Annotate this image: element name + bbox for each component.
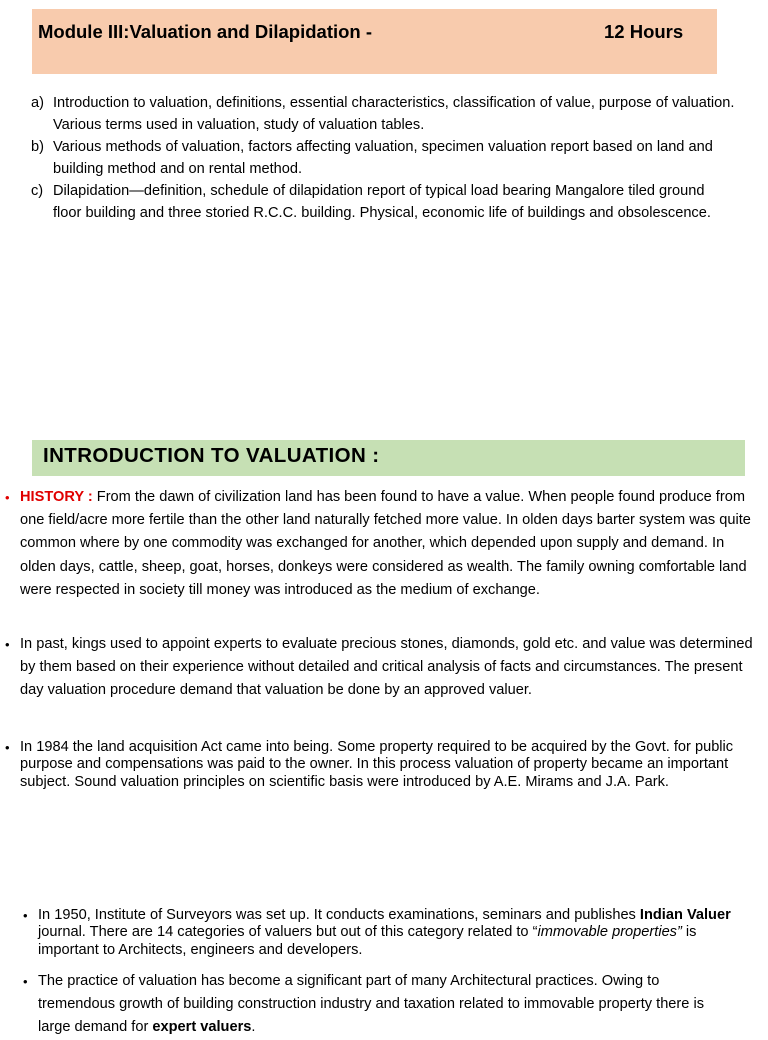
syllabus-item-a [31,92,736,136]
history-label: HISTORY : [20,489,93,505]
intro-heading-banner [32,440,745,476]
act-1984-bullet [0,739,760,791]
bullet-dot: • [23,974,28,989]
bullet-dot: • [5,490,10,505]
intro-heading: INTRODUCTION TO VALUATION : [43,444,380,467]
bullet-text [38,907,738,959]
syllabus-item-text: Dilapidation—definition, schedule of dilapidation report of typical load bearing Mangalore tiled ground floor building and three storied R.C.C. building. Physical, economic life of buildings and obsolescence. [53,183,711,221]
syllabus-list [31,92,736,224]
immovable-properties: immovable properties” [537,924,682,941]
bullet-text [20,486,760,602]
bullet-text: In 1984 the land acquisition Act came into being. Some property required to be acquired by the Govt. for public purpose and compensations was paid to the owner. In this process valuation of property became an important subject. Sound valuation principles on scientific basis were introduced by A.E. Mirams and J.A. Park. [20,739,734,790]
module-hours: 12 Hours [604,21,684,42]
indian-valuer-journal: Indian Valuer [639,907,731,923]
list-marker: a) [31,95,44,111]
open-quote: “ [532,924,538,941]
practice-end: . [251,1019,256,1036]
list-marker: b) [31,139,44,155]
syllabus-item-text: Introduction to valuation, definitions, essential characteristics, classification of value, purpose of valuation. Various terms used in valuation, study of valuation tables. [53,95,735,133]
surveyors-text-3: is important to Architects, engineers and developers. [38,924,697,958]
kings-bullet [0,633,760,703]
history-text: From the dawn of civilization land has been found to have a value. When people found produce from one field/acre more fertile than the other land naturally fetched more value. In olden days barter system was quite common where by one commodity was exchanged for another, which depended upon supply and demand. In olden days, cattle, sheep, goat, horses, donkeys were considered as wealth. The family owning comfortable land were respected in society till money was introduced as the medium of exchange. [20,489,751,598]
syllabus-item-b [31,136,736,180]
bullet-text [38,970,738,1040]
expert-valuers: expert valuers [152,1019,252,1036]
surveyors-1950-bullet [18,907,738,959]
module-header-banner [32,9,717,74]
bullet-dot: • [5,740,10,755]
syllabus-item-c [31,180,736,224]
bullet-text: In past, kings used to appoint experts to evaluate precious stones, diamonds, gold etc. and value was determined by them based on their experience without detailed and critical analysis of facts and circumstances. The present day valuation procedure demand that valuation be done by an approved valuer. [20,636,753,699]
practice-text: The practice of valuation has become a significant part of many Architectural practices. Owing to tremendous growth of building construction industry and taxation related to immovable property there is large demand for [38,973,704,1036]
bullet-dot: • [23,908,28,923]
list-marker: c) [31,183,44,199]
module-title: Module III:Valuation and Dilapidation - [38,21,373,42]
syllabus-item-text: Various methods of valuation, factors affecting valuation, specimen valuation report based on land and building method and on rental method. [53,139,713,177]
bullet-dot: • [5,637,10,652]
surveyors-text-2: journal. There are 14 categories of valuers but out of this category related to [38,924,533,941]
surveyors-text-1: In 1950, Institute of Surveyors was set up. It conducts examinations, seminars and publishes [38,907,640,923]
practice-bullet [18,970,738,1040]
history-bullet [0,486,760,602]
